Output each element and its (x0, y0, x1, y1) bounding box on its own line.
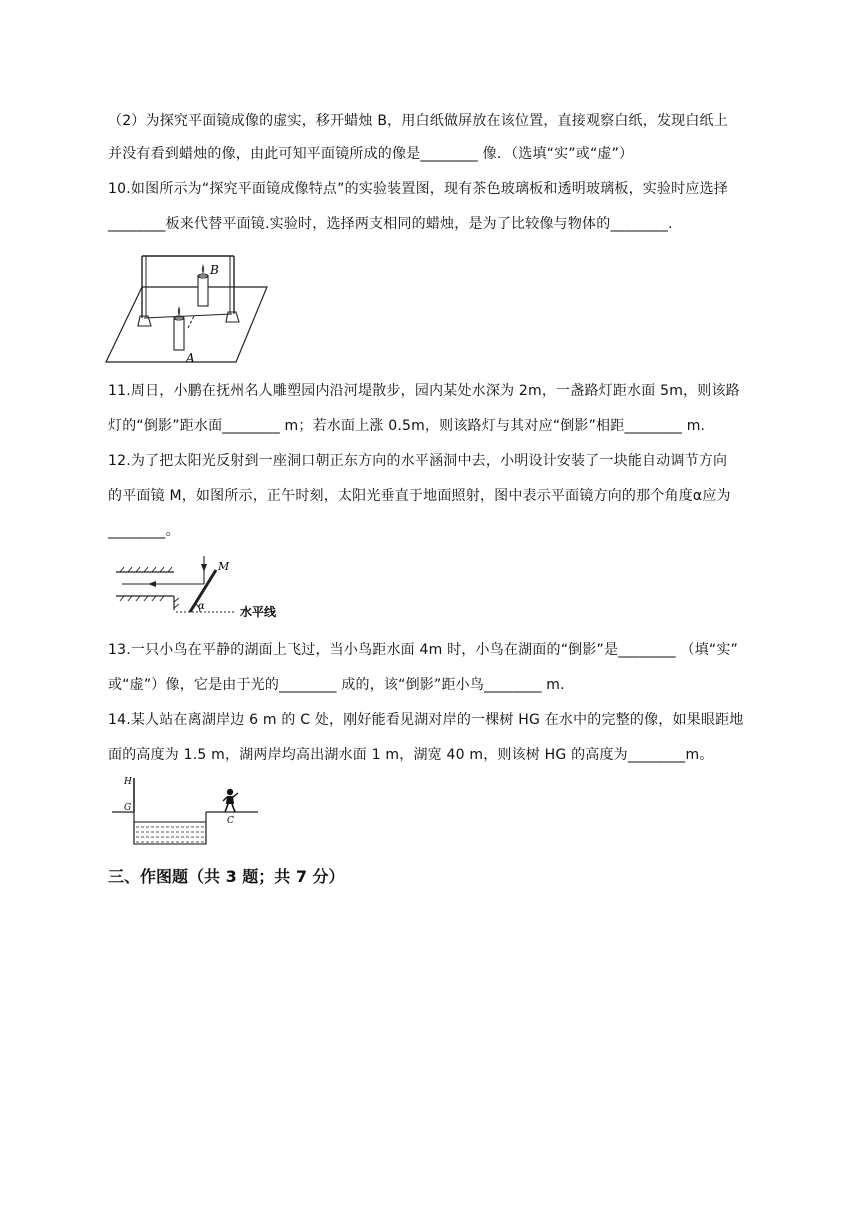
figure-14-lake-tree (108, 772, 268, 848)
question-10-line-1: 10.如图所示为“探究平面镜成像特点”的实验装置图，现有茶色玻璃板和透明玻璃板，实验时应选择 (108, 181, 728, 197)
figure-10-label-a: A (186, 351, 195, 365)
question-12-line-1: 12.为了把太阳光反射到一座洞口朝正东方向的水平涵洞中去，小明设计安装了一块能自动调节方向 (108, 453, 728, 469)
figure-10-apparatus (104, 252, 284, 370)
figure-12-culvert-mirror (112, 552, 312, 622)
question-14-line-2: 面的高度为 1.5 m，湖两岸均高出湖水面 1 m，湖宽 40 m，则该树 HG 的高度为________m。 (108, 747, 714, 763)
question-11-line-1: 11.周日，小鹏在抚州名人雕塑园内沿河堤散步，园内某处水深为 2m，一盏路灯距水面 5m，则该路 (108, 383, 740, 399)
text-line-2: 并没有看到蜡烛的像，由此可知平面镜所成的像是________ 像．（选填“实”或“虚”） (108, 146, 634, 162)
figure-14-label-g: G (124, 803, 132, 813)
figure-14-label-c: C (227, 816, 234, 826)
question-13-line-2: 或“虚”）像，它是由于光的________ 成的，该“倒影”距小鸟________ m. (108, 677, 565, 693)
text-line-1: （2）为探究平面镜成像的虚实，移开蜡烛 B，用白纸做屏放在该位置，直接观察白纸，发现白纸上 (108, 113, 728, 129)
question-12-line-3: ________。 (108, 523, 180, 539)
question-14-line-1: 14.某人站在离湖岸边 6 m 的 C 处，刚好能看见湖对岸的一棵树 HG 在水中的完整的像，如果眼距地 (108, 712, 744, 728)
figure-12-label-horizontal: 水平线 (240, 605, 277, 619)
figure-10-label-b: B (210, 263, 219, 277)
section-title: 三、作图题（共 3 题；共 7 分） (108, 867, 345, 886)
question-12-line-2: 的平面镜 M，如图所示，正午时刻，太阳光垂直于地面照射，图中表示平面镜方向的那个角度α应为 (108, 488, 731, 504)
figure-12-label-alpha: α (198, 601, 205, 612)
question-10-line-2: ________板来代替平面镜.实验时，选择两支相同的蜡烛，是为了比较像与物体的________. (108, 216, 673, 232)
question-11-line-2: 灯的“倒影”距水面________ m；若水面上涨 0.5m，则该路灯与其对应“倒影”相距________ m. (108, 418, 706, 434)
figure-14-label-h: H (124, 777, 132, 787)
question-13-line-1: 13.一只小鸟在平静的湖面上飞过，当小鸟距水面 4m 时，小鸟在湖面的“倒影”是________ （填“实” (108, 642, 738, 658)
figure-12-label-m: M (218, 560, 230, 573)
